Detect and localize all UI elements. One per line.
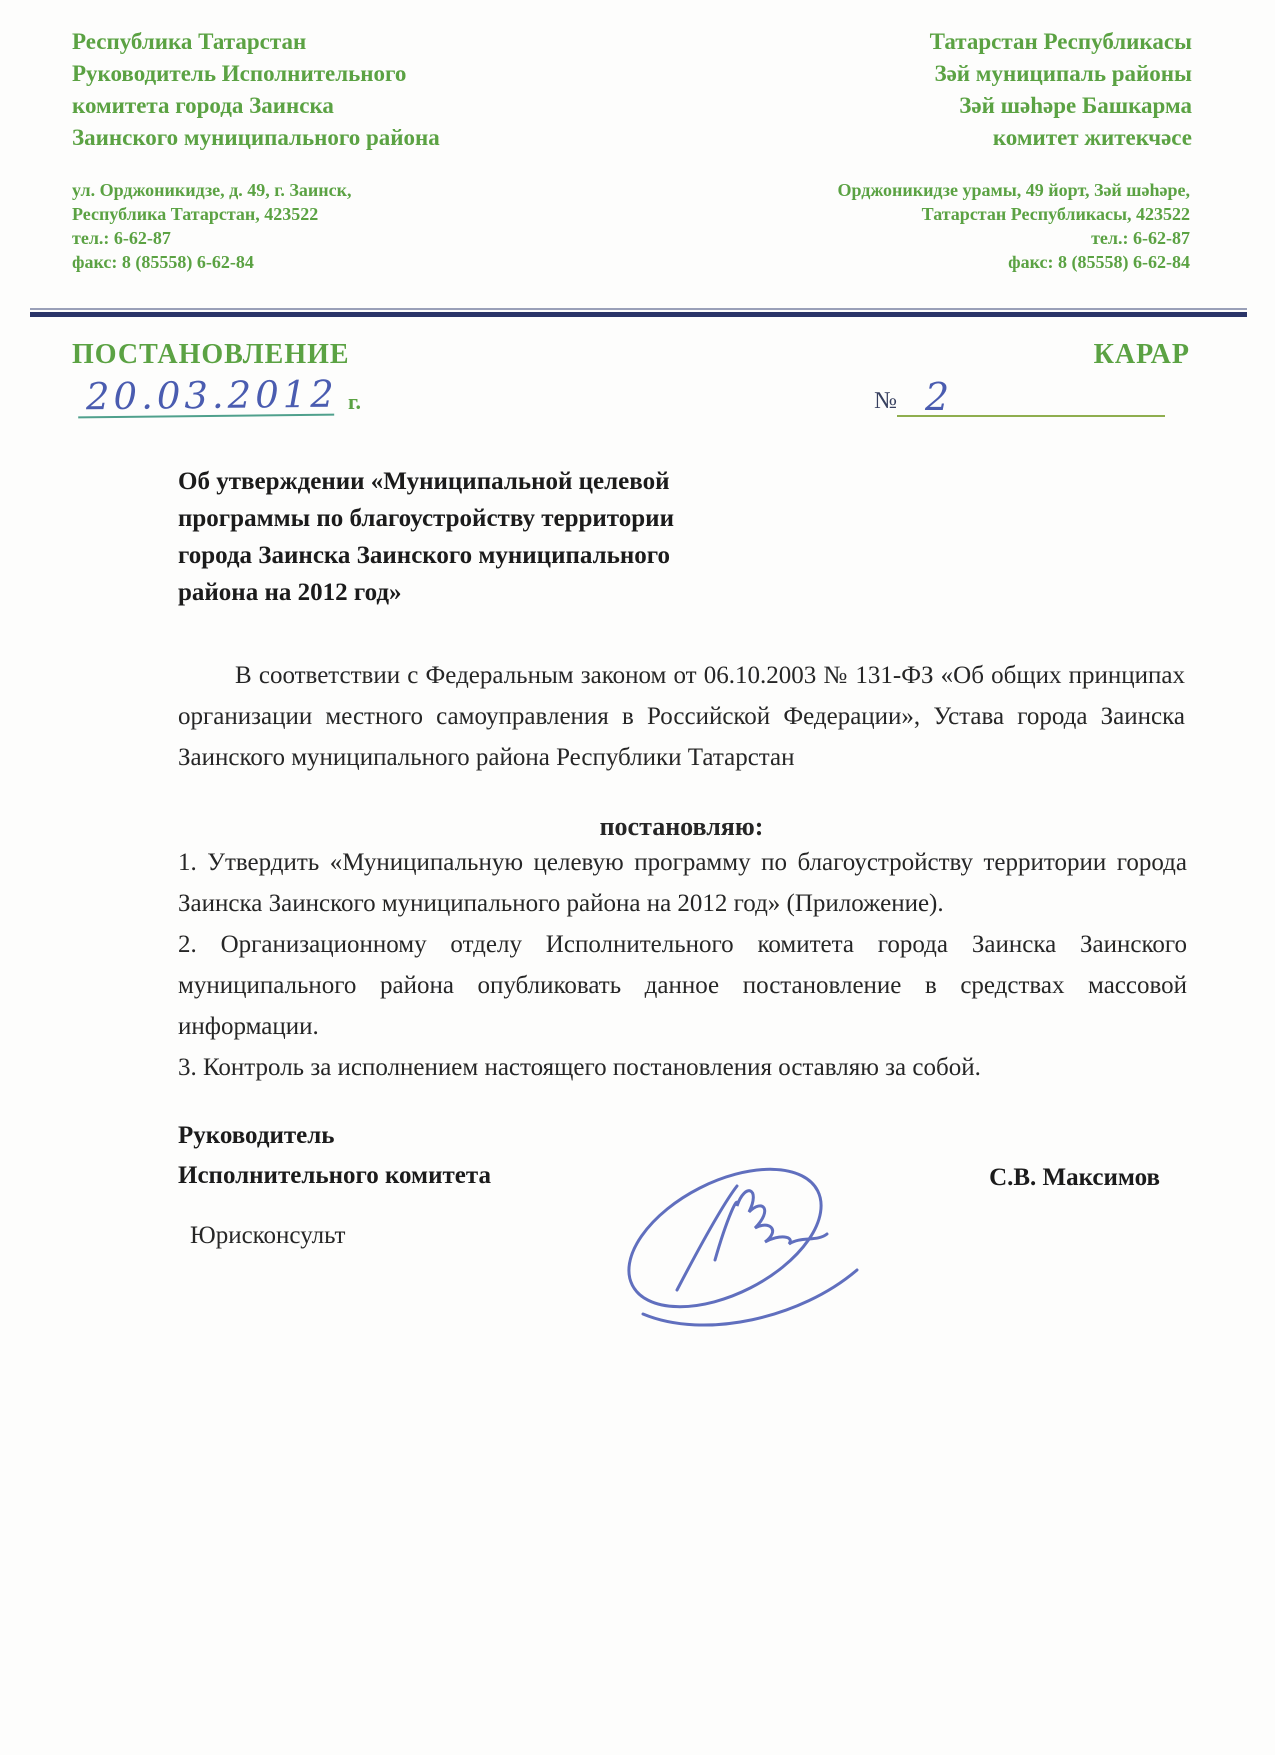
signer-position bbox=[178, 1116, 491, 1196]
letterhead-line: Татарстан Республикасы bbox=[929, 29, 1192, 54]
letterhead-line: комитет житекчәсе bbox=[992, 125, 1192, 150]
letterhead-line: Заинского муниципального района bbox=[72, 125, 440, 150]
signer-position-line: Исполнительного комитета bbox=[178, 1162, 491, 1189]
separator-rule bbox=[30, 308, 1247, 317]
address-tatar bbox=[837, 178, 1190, 274]
date-field bbox=[78, 372, 362, 419]
signer-position-line: Руководитель bbox=[178, 1122, 335, 1149]
decree-item-1: 1. Утвердить «Муниципальную целевую программу по благоустройству территории города Заинска Заинского муниципального района на 2012 год» (Приложение). bbox=[178, 849, 1187, 917]
decree-item-3: 3. Контроль за исполнением настоящего постановления оставляю за собой. bbox=[178, 1054, 981, 1081]
meta-row bbox=[0, 371, 1275, 417]
intro-paragraph: В соответствии с Федеральным законом от 06.10.2003 № 131-ФЗ «Об общих принципах организации местного самоуправления в Российской Федерации», Устава города Заинска Заинского муниципального района Республики Татарстан bbox=[178, 662, 1185, 771]
signature-ink-icon bbox=[565, 1078, 885, 1368]
doc-type-russian: ПОСТАНОВЛЕНИЕ bbox=[72, 339, 350, 370]
address-line: Орджоникидзе урамы, 49 йорт, Зәй шәһәре, bbox=[837, 180, 1190, 200]
letterhead-line: Республика Татарстан bbox=[72, 29, 307, 54]
address-line: ул. Орджоникидзе, д. 49, г. Заинск, bbox=[72, 180, 352, 200]
letterhead-line: Руководитель Исполнительного bbox=[72, 61, 407, 86]
number-sign: № bbox=[874, 388, 897, 414]
letterhead-tatar bbox=[930, 26, 1192, 154]
address-line: Республика Татарстан, 423522 bbox=[72, 204, 319, 224]
decree-item-2: 2. Организационному отделу Исполнительного комитета города Заинска Заинского муниципального района опубликовать данное постановление в средствах массовой информации. bbox=[178, 931, 1187, 1040]
doc-type-tatar: КАРАР bbox=[1093, 339, 1190, 370]
decree-title: Об утверждении «Муниципальной целевой программы по благоустройству территории города Заинска Заинского муниципального района на 2012 год» bbox=[178, 468, 674, 606]
address-block bbox=[0, 154, 1275, 274]
letterhead-russian bbox=[72, 26, 440, 154]
resolution-word: постановляю: bbox=[599, 812, 764, 841]
letterhead-line: Зәй муниципаль районы bbox=[934, 61, 1192, 86]
legal-counsel-label: Юрисконсульт bbox=[190, 1222, 346, 1249]
address-line: тел.: 6-62-87 bbox=[1091, 228, 1190, 248]
separator-thin-line bbox=[30, 308, 1247, 310]
letterhead-line: комитета города Заинска bbox=[72, 93, 334, 118]
handwritten-date: 20.03.2012 bbox=[85, 372, 339, 419]
letterhead bbox=[0, 0, 1275, 154]
address-line: факс: 8 (85558) 6-62-84 bbox=[1008, 252, 1190, 272]
address-line: Татарстан Республикасы, 423522 bbox=[921, 204, 1190, 224]
address-line: факс: 8 (85558) 6-62-84 bbox=[72, 252, 254, 272]
date-suffix: г. bbox=[348, 389, 362, 414]
letterhead-line: Зәй шәһәре Башкарма bbox=[959, 93, 1192, 118]
address-line: тел.: 6-62-87 bbox=[72, 228, 171, 248]
number-field bbox=[874, 375, 1165, 419]
doc-type-row bbox=[0, 317, 1275, 371]
handwritten-number: 2 bbox=[925, 375, 950, 419]
address-russian bbox=[72, 178, 352, 274]
signer-name: С.В. Максимов bbox=[989, 1164, 1160, 1191]
date-underline bbox=[78, 372, 339, 419]
number-underline bbox=[897, 375, 1165, 419]
